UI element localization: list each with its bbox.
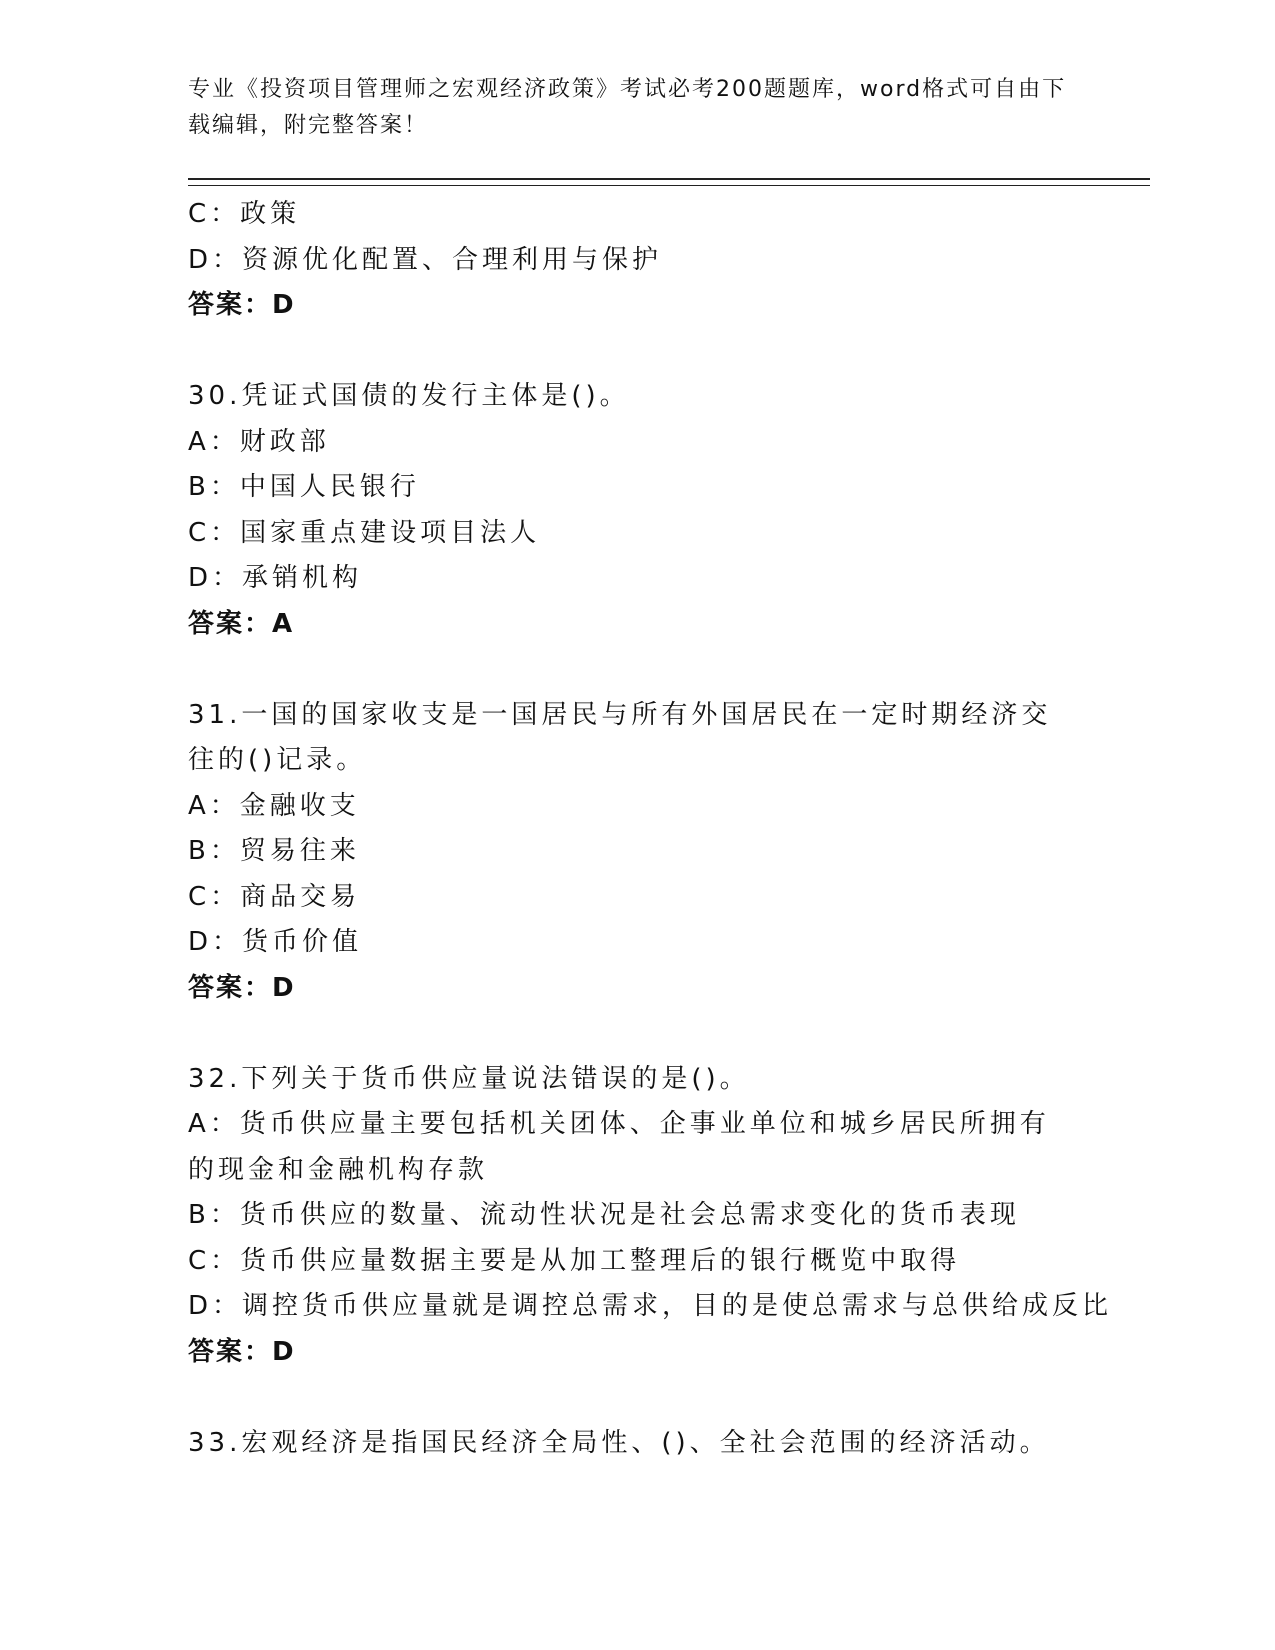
question-33: [188, 1421, 1068, 1467]
question-stem: 30.凭证式国债的发行主体是()。: [188, 381, 630, 411]
document-header: 专业《投资项目管理师之宏观经济政策》考试必考200题题库，word格式可自由下载编辑，附完整答案！: [188, 77, 1067, 138]
answer-label: 答案：A: [188, 608, 295, 639]
question-31: [188, 693, 1068, 1012]
option-a: A：金融收支: [188, 790, 360, 821]
option-b: B：中国人民银行: [188, 472, 420, 502]
question-list: [188, 192, 1113, 1466]
option-c: C：货币供应量数据主要是从加工整理后的银行概览中取得: [188, 1245, 961, 1276]
option-b: B：货币供应的数量、流动性状况是社会总需求变化的货币表现: [188, 1200, 1020, 1230]
spacer: [188, 1011, 1068, 1057]
answer-label: 答案：D: [188, 972, 296, 1003]
option-d: D：调控货币供应量就是调控总需求，目的是使总需求与总供给成反比: [188, 1291, 1113, 1321]
option-a: A：财政部: [188, 426, 330, 457]
option-c: C：国家重点建设项目法人: [188, 517, 541, 548]
answer-label: 答案：D: [188, 290, 296, 320]
option-c: C：政策: [188, 199, 301, 229]
question-stem: 31.一国的国家收支是一国居民与所有外国居民在一定时期经济交往的()记录。: [188, 699, 1052, 775]
question-32: [188, 1057, 1113, 1376]
option-b: B：贸易往来: [188, 836, 360, 866]
option-c: C：商品交易: [188, 881, 361, 912]
answer-label: 答案：D: [188, 1336, 296, 1367]
option-d: D：货币价值: [188, 927, 363, 957]
option-d: D：承销机构: [188, 563, 363, 593]
spacer: [188, 329, 1068, 375]
question-stem: 33.宏观经济是指国民经济全局性、()、全社会范围的经济活动。: [188, 1427, 1050, 1458]
spacer: [188, 647, 1068, 693]
option-d: D：资源优化配置、合理利用与保护: [188, 244, 663, 275]
header-divider: [188, 178, 1150, 186]
option-a: A：货币供应量主要包括机关团体、企事业单位和城乡居民所拥有的现金和金融机构存款: [188, 1109, 1050, 1185]
question-29-tail: [188, 192, 1068, 329]
question-30: [188, 374, 1068, 647]
spacer: [188, 1375, 1068, 1421]
question-stem: 32.下列关于货币供应量说法错误的是()。: [188, 1063, 750, 1094]
